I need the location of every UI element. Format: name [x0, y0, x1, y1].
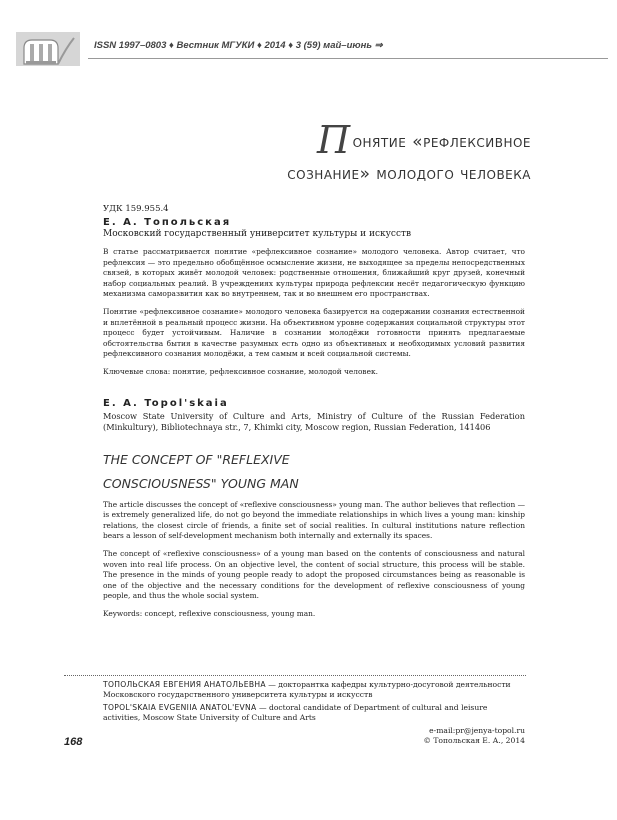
footnote-ru-name: ТОПОЛЬСКАЯ ЕВГЕНИЯ АНАТОЛЬЕВНА: [103, 680, 266, 689]
footnote-divider: [64, 675, 526, 676]
abstract-ru-p1: В статье рассматривается понятие «рефлексивное сознание» молодого человека. Автор считает, что рефлексия — это предельно обобщённое осмысление жизни, не выходящее за пределы непосредственных связей, в которых живёт молодой человек: родственные отношения, ближайший круг друзей, конечный набор социальных реалий. В учреждениях культуры природа рефлексии несёт педагогическую функцию механизма саморазвития как во внутреннем, так и во внешнем его пространствах.: [103, 247, 525, 299]
article-title-ru: [287, 118, 531, 184]
footnote-en-name: TOPOL'SKAIA EVGENIIA ANATOL'EVNA: [103, 703, 257, 712]
title-en-line2: CONSCIOUSNESS" YOUNG MAN: [103, 475, 299, 491]
contact-email: e-mail:pr@jenya-topol.ru: [429, 726, 525, 735]
title-ru-line1-rest: онятие «рефлексивное: [352, 132, 531, 152]
abstract-en-p1: The article discusses the concept of «reflexive consciousness» young man. The author believes that reflection — is extremely generalized life, do not go beyond the immediate relationships in which lives a young man: kinship relations, the closest circle of friends, a finite set of social realities. In cultural institutions nature reflection bears a lesson of self-development mechanism both internally and externally its spaces.: [103, 499, 525, 541]
header-rule: [88, 58, 608, 59]
article-body: [103, 204, 525, 626]
article-title-en: [103, 448, 525, 496]
footnote-en: [103, 703, 525, 723]
author-en: E. A. Topol'skaia: [103, 397, 229, 409]
copyright-notice: © Топольская Е. А., 2014: [423, 736, 525, 745]
journal-header: ISSN 1997–0803 ♦ Вестник МГУКИ ♦ 2014 ♦ 3 (59) май–июнь ⇒: [94, 40, 383, 51]
keywords-en: Keywords: concept, reflexive consciousness, young man.: [103, 608, 316, 618]
journal-logo-icon: [16, 28, 86, 68]
udk-code: УДК 159.955.4: [103, 204, 169, 214]
author-footnotes: [103, 680, 525, 746]
affiliation-en: Moscow State University of Culture and Arts, Ministry of Culture of the Russian Federation (Minkultury), Bibliotechnaya str., 7, Khimki city, Moscow region, Russian Federation, 141406: [103, 410, 525, 433]
author-ru: Е. А. Топольская: [103, 217, 232, 228]
affiliation-ru: Московский государственный университет культуры и искусств: [103, 229, 412, 239]
abstract-ru-p2: Понятие «рефлексивное сознание» молодого человека базируется на содержании сознания естественной и вплетённой в реальный процесс жизни. На объективном уровне содержания социальной структуры этот процесс будет устойчивым. Наличие в сознании молодёжи готовности принять предлагаемые обстоятельства бытия в качестве разумных есть одно из объективных и необходимых условий развития рефлексивного сознания молодёжи, а тем самым и всей социальной системы.: [103, 306, 525, 359]
title-ru-line2: сознание» молодого человека: [287, 164, 531, 184]
footnote-ru-text: — докторантка кафедры культурно-досуговой деятельности Московского государственного университета культуры и искусств: [103, 680, 511, 699]
running-header: [16, 28, 596, 68]
title-en-line1: THE CONCEPT OF "REFLEXIVE: [103, 451, 290, 467]
abstract-en-p2: The concept of «reflexive consciousness» of a young man based on the contents of consciousness and natural woven into real life process. On an objective level, the content of social structure, this process will be stable. The presence in the minds of young people ready to adopt the proposed circumstances being as reasonable is one of the objective and the necessary conditions for the development of reflexive consciousness of young people, and thus the whole social system.: [103, 548, 525, 601]
footnote-en-text: — doctoral candidate of Department of cultural and leisure activities, Moscow State University of Culture and Arts: [103, 703, 488, 722]
title-ru-initial: П: [316, 118, 351, 162]
keywords-ru: Ключевые слова: понятие, рефлексивное сознание, молодой человек.: [103, 366, 378, 376]
page-number: 168: [64, 736, 83, 748]
footnote-ru: [103, 680, 525, 700]
title-ru-line1: [287, 118, 531, 162]
